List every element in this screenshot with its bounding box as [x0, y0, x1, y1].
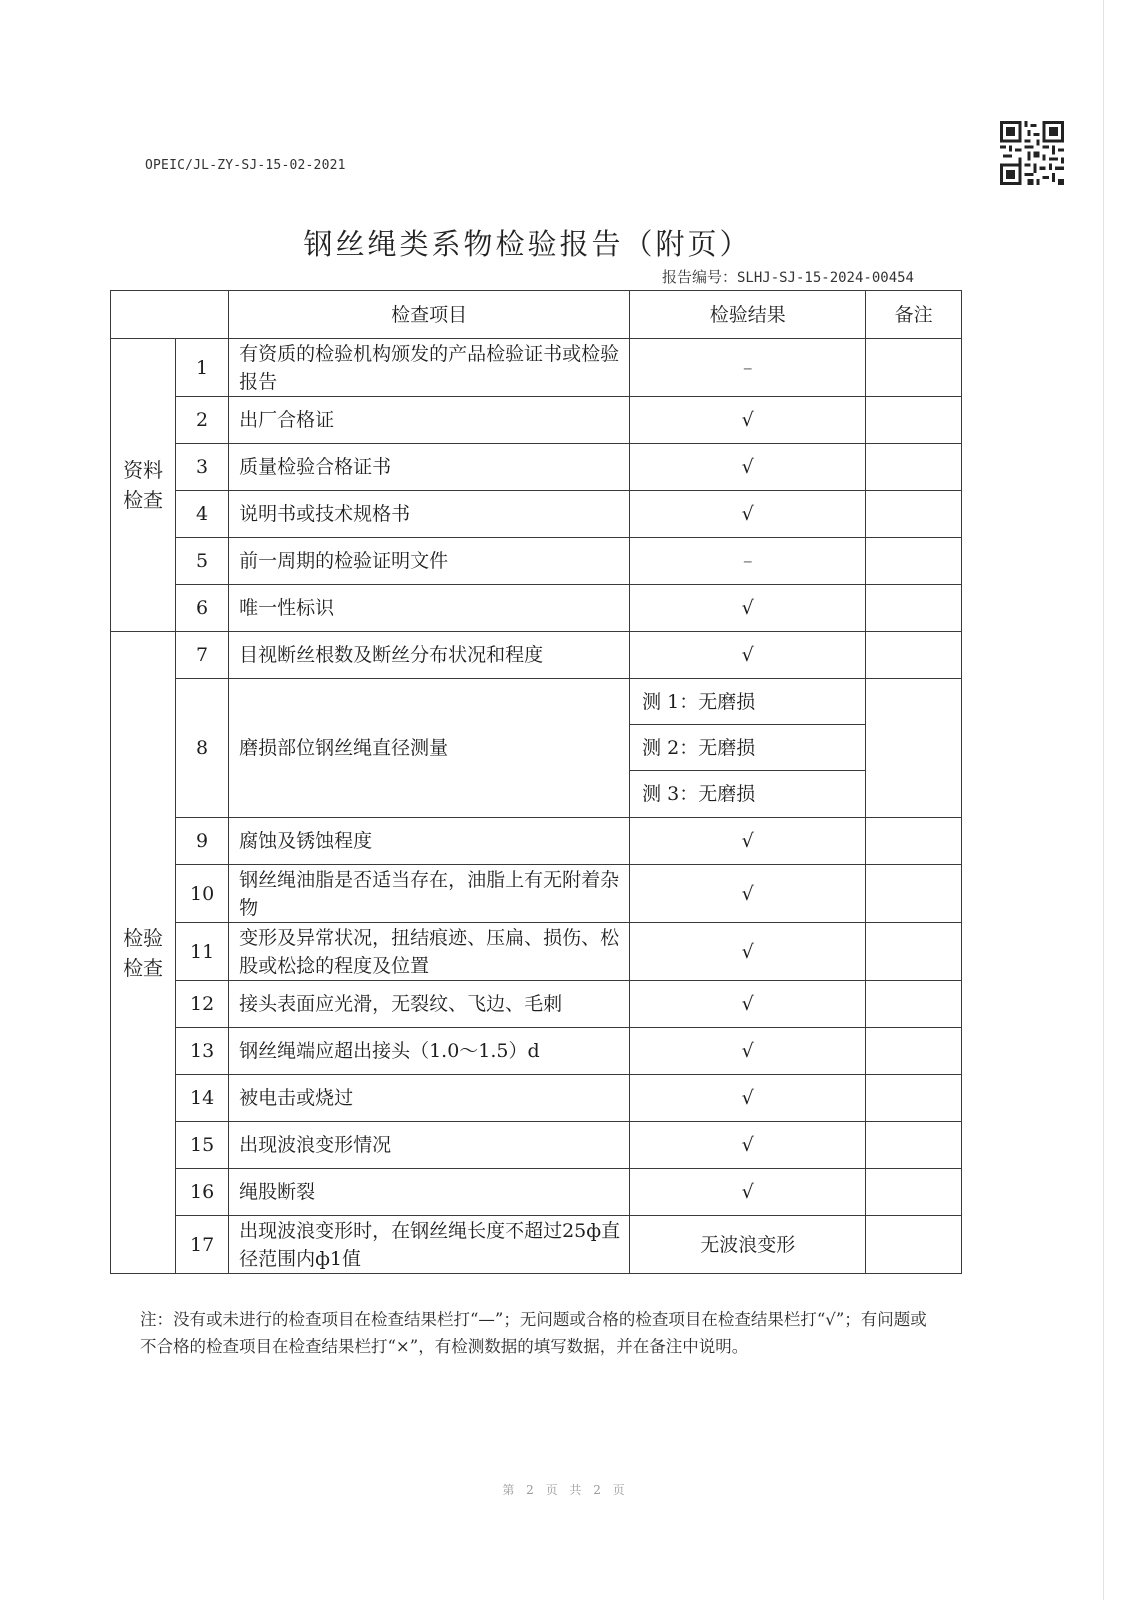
check-item: 出现波浪变形时，在钢丝绳长度不超过25ф直径范围内ф1值: [229, 1216, 630, 1274]
category-cell: [111, 339, 176, 632]
remark-cell: [866, 679, 962, 818]
check-item: 钢丝绳端应超出接头（1.0～1.5）d: [229, 1028, 630, 1075]
row-number: 5: [176, 538, 229, 585]
row-number: 7: [176, 632, 229, 679]
qr-code-icon: [1000, 121, 1064, 185]
check-result: √: [630, 1075, 866, 1122]
header-result: 检验结果: [630, 291, 866, 339]
report-number: [662, 266, 914, 287]
check-item: 质量检验合格证书: [229, 444, 630, 491]
check-item: 被电击或烧过: [229, 1075, 630, 1122]
remark-cell: [866, 538, 962, 585]
check-result: √: [630, 865, 866, 923]
check-item: 腐蚀及锈蚀程度: [229, 818, 630, 865]
check-item: 目视断丝根数及断丝分布状况和程度: [229, 632, 630, 679]
table-row: [111, 632, 962, 679]
row-number: 11: [176, 923, 229, 981]
table-row: [111, 1169, 962, 1216]
check-result: √: [630, 981, 866, 1028]
header-remark: 备注: [866, 291, 962, 339]
note-text: 注：没有或未进行的检查项目在检查结果栏打“—”；无问题或合格的检查项目在检查结果栏打“√”；有问题或不合格的检查项目在检查结果栏打“×”，有检测数据的填写数据，并在备注中说明。: [140, 1310, 927, 1356]
table-row: [111, 923, 962, 981]
remark-cell: [866, 818, 962, 865]
check-item: 磨损部位钢丝绳直径测量: [229, 679, 630, 818]
row-number: 12: [176, 981, 229, 1028]
check-item: 变形及异常状况，扭结痕迹、压扁、损伤、松股或松捻的程度及位置: [229, 923, 630, 981]
report-number-label: 报告编号：: [661, 268, 737, 286]
remark-cell: [866, 585, 962, 632]
category-label: 检验检查: [123, 925, 164, 980]
category-label: 资料检查: [123, 458, 164, 512]
check-result: √: [630, 818, 866, 865]
check-result: √: [630, 397, 866, 444]
category-cell: [111, 632, 176, 1274]
table-row: [111, 397, 962, 444]
table-header-row: [111, 291, 962, 339]
table-row: [111, 1122, 962, 1169]
check-item: 前一周期的检验证明文件: [229, 538, 630, 585]
row-number: 16: [176, 1169, 229, 1216]
check-item: 出厂合格证: [229, 397, 630, 444]
document-code: OPEIC/JL-ZY-SJ-15-02-2021: [145, 158, 346, 173]
check-item: 唯一性标识: [229, 585, 630, 632]
check-result: √: [630, 632, 866, 679]
table-row: [111, 1028, 962, 1075]
check-item: 说明书或技术规格书: [229, 491, 630, 538]
table-row: [111, 585, 962, 632]
remark-cell: [866, 632, 962, 679]
row-number: 4: [176, 491, 229, 538]
measurement-result: 测 1：无磨损: [630, 679, 866, 725]
row-number: 15: [176, 1122, 229, 1169]
measurement-result: 测 2：无磨损: [630, 725, 866, 771]
remark-cell: [866, 1216, 962, 1274]
check-result: √: [630, 1122, 866, 1169]
check-item: 接头表面应光滑，无裂纹、飞边、毛刺: [229, 981, 630, 1028]
remark-cell: [866, 865, 962, 923]
remark-cell: [866, 339, 962, 397]
table-row: [111, 981, 962, 1028]
remark-cell: [866, 1075, 962, 1122]
row-number: 9: [176, 818, 229, 865]
remark-cell: [866, 1028, 962, 1075]
row-number: 2: [176, 397, 229, 444]
page-edge-line: [1103, 0, 1104, 1600]
check-result: –: [630, 339, 866, 397]
table-row: [111, 679, 962, 725]
remark-cell: [866, 444, 962, 491]
header-item: 检查项目: [229, 291, 630, 339]
row-number: 1: [176, 339, 229, 397]
check-item: 有资质的检验机构颁发的产品检验证书或检验报告: [229, 339, 630, 397]
row-number: 17: [176, 1216, 229, 1274]
table-row: [111, 1075, 962, 1122]
remark-cell: [866, 1122, 962, 1169]
remark-cell: [866, 923, 962, 981]
row-number: 6: [176, 585, 229, 632]
remark-cell: [866, 981, 962, 1028]
check-result: √: [630, 444, 866, 491]
check-item: 绳股断裂: [229, 1169, 630, 1216]
table-row: [111, 444, 962, 491]
remark-cell: [866, 397, 962, 444]
table-row: [111, 865, 962, 923]
row-number: 3: [176, 444, 229, 491]
row-number: 8: [176, 679, 229, 818]
check-result: √: [630, 923, 866, 981]
check-result: –: [630, 538, 866, 585]
table-row: [111, 339, 962, 397]
report-title: 钢丝绳类系物检验报告（附页）: [303, 227, 752, 261]
check-item: 出现波浪变形情况: [229, 1122, 630, 1169]
check-result: √: [630, 1169, 866, 1216]
check-result: √: [630, 491, 866, 538]
header-blank-cell: [111, 291, 229, 339]
row-number: 10: [176, 865, 229, 923]
row-number: 14: [176, 1075, 229, 1122]
measurement-result: 测 3：无磨损: [630, 771, 866, 818]
table-row: [111, 491, 962, 538]
page-footer: 第 2 页 共 2 页: [502, 1483, 629, 1497]
check-result: √: [630, 1028, 866, 1075]
report-number-value: SLHJ-SJ-15-2024-00454: [736, 270, 914, 286]
remark-cell: [866, 1169, 962, 1216]
check-result: √: [630, 585, 866, 632]
inspection-table: [110, 290, 962, 1274]
table-row: [111, 1216, 962, 1274]
row-number: 13: [176, 1028, 229, 1075]
remark-cell: [866, 491, 962, 538]
table-row: [111, 818, 962, 865]
check-result: 无波浪变形: [630, 1216, 866, 1274]
check-item: 钢丝绳油脂是否适当存在，油脂上有无附着杂物: [229, 865, 630, 923]
table-row: [111, 538, 962, 585]
